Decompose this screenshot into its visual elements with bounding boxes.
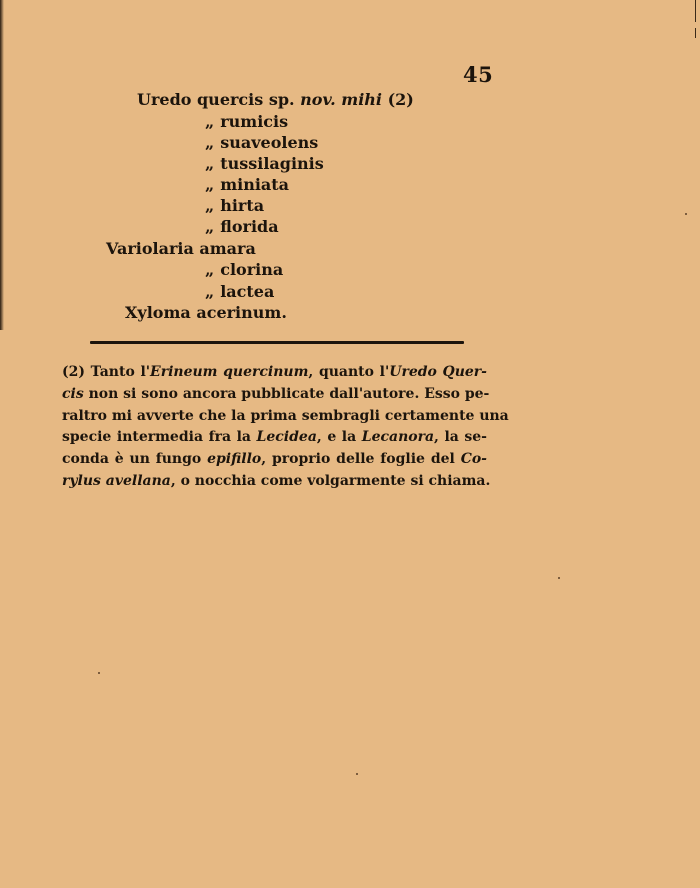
ditto-mark: „ (205, 154, 215, 173)
footnote (62, 362, 509, 493)
footnote-text: specie intermedia fra la (62, 429, 257, 446)
species-entry (137, 90, 414, 110)
footnote-italic-text: cis (62, 385, 84, 402)
footnote-line (62, 362, 487, 384)
ditto-mark: „ (205, 260, 215, 279)
footnote-text: conda è un fungo (62, 451, 208, 468)
species-name: florida (220, 217, 279, 236)
footnote-text: , e la (316, 429, 362, 446)
species-entry (125, 303, 287, 323)
margin-mark (695, 0, 696, 22)
footnote-reference: (2) (382, 90, 414, 109)
footnote-text: , proprio delle foglie del (261, 451, 461, 468)
ditto-mark: „ (205, 175, 215, 194)
footnote-line (62, 384, 490, 406)
species-qualifier: nov. mihi (300, 90, 383, 109)
species-name: Uredo quercis sp. (137, 90, 301, 109)
species-name: miniata (220, 175, 290, 194)
footnote-text: , o nocchia come volgarmente si chiama. (170, 472, 491, 489)
species-entry (106, 239, 256, 259)
footnote-italic-text: Lecidea (256, 429, 317, 446)
footnote-line (62, 427, 487, 449)
footnote-line (62, 471, 491, 493)
species-entry (205, 282, 274, 302)
species-name: Variolaria amara (106, 239, 256, 258)
species-entry (205, 154, 324, 174)
ditto-mark: „ (205, 133, 215, 152)
ditto-mark: „ (205, 112, 215, 131)
paper-speck (356, 773, 358, 775)
margin-mark (695, 28, 696, 38)
footnote-text: , quanto l' (308, 364, 390, 380)
ditto-mark: „ (205, 217, 215, 236)
footnote-italic-text: Uredo Quer- (389, 364, 487, 380)
footnote-line (62, 449, 487, 471)
species-entry (205, 260, 283, 280)
footnote-text: , la se- (434, 429, 487, 446)
species-name: rumicis (220, 112, 289, 131)
species-entry (205, 133, 318, 153)
species-name: suaveolens (220, 133, 319, 152)
paper-speck (98, 672, 100, 674)
species-entry (205, 112, 288, 132)
species-name: Xyloma acerinum. (125, 303, 287, 322)
paper-speck (685, 213, 687, 215)
footnote-italic-text: Erineum quercinum (150, 364, 309, 380)
footnote-text: non si sono ancora pubblicate dall'autore. Esso pe- (83, 385, 490, 402)
species-entry (205, 217, 279, 237)
species-name: clorina (220, 260, 284, 279)
footnote-line (62, 406, 509, 428)
species-entry (205, 175, 289, 195)
footnote-italic-text: epifillo (207, 451, 262, 468)
footnote-italic-text: rylus avellana (62, 472, 171, 489)
footnote-text: (2) Tanto l' (62, 364, 151, 380)
species-name: hirta (220, 196, 265, 215)
species-name: lactea (220, 282, 275, 301)
footnote-italic-text: Co- (460, 451, 487, 468)
section-divider (90, 341, 464, 344)
species-name: tussilaginis (220, 154, 324, 173)
page-number: 45 (463, 62, 494, 87)
paper-speck (558, 577, 560, 579)
ditto-mark: „ (205, 196, 215, 215)
footnote-italic-text: Lecanora (361, 429, 435, 446)
page-edge-shadow (0, 0, 4, 330)
species-entry (205, 196, 264, 216)
ditto-mark: „ (205, 282, 215, 301)
footnote-text: raltro mi avverte che la prima sembragli certamente una (62, 407, 509, 424)
